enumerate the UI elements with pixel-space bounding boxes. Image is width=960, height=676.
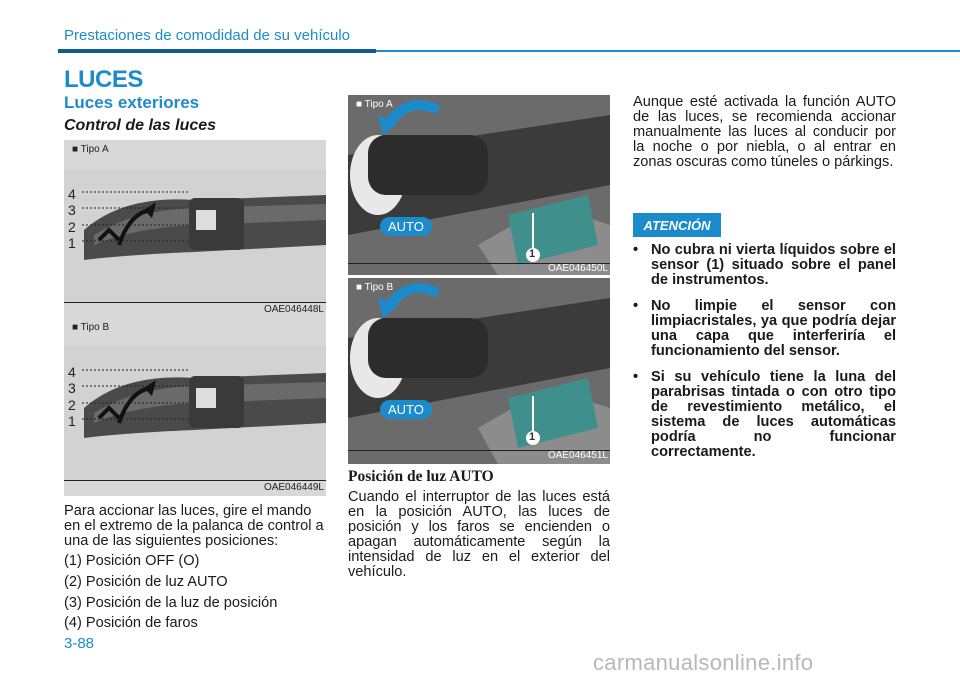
pos-label-4: 4	[68, 364, 76, 380]
auto-label: AUTO	[380, 217, 432, 236]
attention-bullet-2: • No limpie el sensor con limpiacristales, ya que podría dejar una capa que interferiría el funcionamiento del sensor.	[633, 298, 896, 359]
figure-label: ■ Tipo B	[356, 282, 394, 293]
stalk-illustration	[64, 318, 326, 496]
figure-tipo-a-auto	[348, 95, 610, 275]
sensor-marker: 1	[529, 431, 536, 443]
figure-tipo-b-stalk	[64, 318, 326, 496]
pos-label-3: 3	[68, 380, 76, 396]
figure-code: OAE046448L	[263, 304, 324, 315]
pos-label-4: 4	[68, 186, 76, 202]
auto-section-heading: Posición de luz AUTO	[348, 468, 494, 485]
chapter-header: Prestaciones de comodidad de su vehículo	[64, 27, 351, 44]
figure-tipo-b-auto	[348, 278, 610, 464]
sensor-marker: 1	[529, 248, 536, 260]
page-number: 3-88	[64, 635, 95, 652]
figure-label: ■ Tipo B	[72, 322, 110, 333]
intro-paragraph: Para accionar las luces, gire el mando en el extremo de la palanca de control a una de las siguientes posiciones:	[64, 503, 324, 549]
position-item-4: (4) Posición de faros	[64, 615, 198, 631]
stalk-illustration	[64, 140, 326, 318]
position-item-2: (2) Posición de luz AUTO	[64, 574, 228, 590]
figure-code: OAE046450L	[547, 263, 608, 274]
figure-code: OAE046449L	[263, 482, 324, 493]
figure-rule	[64, 302, 326, 303]
pos-label-2: 2	[68, 397, 76, 413]
figure-label: ■ Tipo A	[72, 144, 109, 155]
bullet-text: Si su vehículo tiene la luna del parabrisas tintada o con otro tipo de revestimiento metálico, el sistema de luces automáticas podría no funcionar correctamente.	[651, 369, 896, 460]
bullet-text: No limpie el sensor con limpiacristales, ya que podría dejar una capa que interferiría el funcionamiento del sensor.	[651, 298, 896, 359]
auto-illustration	[348, 95, 610, 275]
pos-label-2: 2	[68, 219, 76, 235]
attention-bullet-3: • Si su vehículo tiene la luna del parabrisas tintada o con otro tipo de revestimiento metálico, el sistema de luces automáticas podría no funcionar correctamente.	[633, 369, 896, 460]
section-title: LUCES	[64, 66, 143, 93]
auto-label: AUTO	[380, 400, 432, 419]
pos-label-3: 3	[68, 202, 76, 218]
header-rule-dark	[58, 49, 376, 53]
auto-illustration	[348, 278, 610, 464]
figure-rule	[64, 480, 326, 481]
auto-section-body: Cuando el interruptor de las luces está en la posición AUTO, las luces de posición y los faros se encienden o apagan automáticamente según la intensidad de luz en el exterior del vehículo.	[348, 489, 610, 580]
bullet-text: No cubra ni vierta líquidos sobre el sensor (1) situado sobre el panel de instrumentos.	[651, 242, 896, 288]
header-rule-light	[376, 50, 960, 52]
subsection-title: Luces exteriores	[64, 93, 200, 112]
attention-bullet-1: • No cubra ni vierta líquidos sobre el sensor (1) situado sobre el panel de instrumentos.	[633, 242, 896, 288]
pos-label-1: 1	[68, 413, 76, 429]
figure-code: OAE046451L	[547, 450, 608, 461]
figure-tipo-a-stalk	[64, 140, 326, 318]
position-item-3: (3) Posición de la luz de posición	[64, 595, 278, 611]
position-item-1: (1) Posición OFF (O)	[64, 553, 200, 569]
attention-badge: ATENCIÓN	[633, 213, 721, 237]
watermark: carmanualsonline.info	[593, 650, 814, 675]
figure-label: ■ Tipo A	[356, 99, 393, 110]
subsubsection-title: Control de las luces	[64, 117, 217, 134]
auto-recommendation-paragraph: Aunque esté activada la función AUTO de las luces, se recomienda accionar manualmente las luces al conducir por la noche o por niebla, o al entrar en zonas oscuras como túneles o párkings.	[633, 94, 896, 170]
pos-label-1: 1	[68, 235, 76, 251]
